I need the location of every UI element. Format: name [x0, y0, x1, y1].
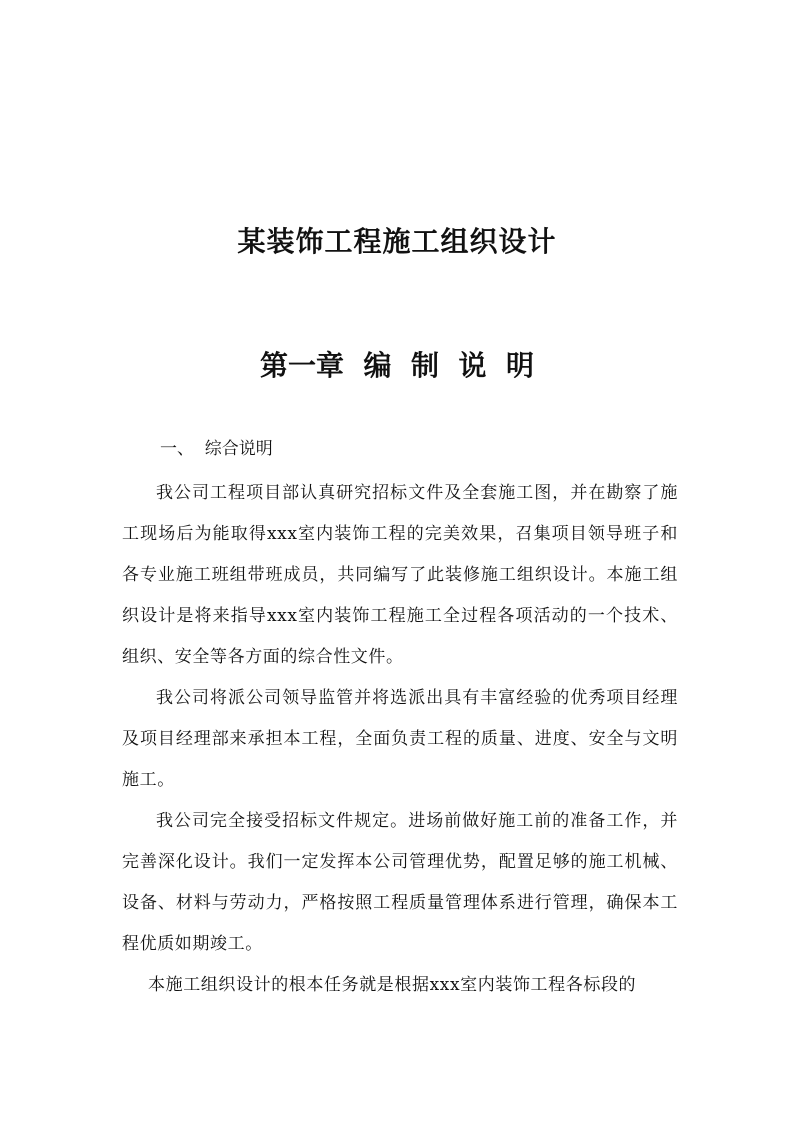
section-heading: 一、 综合说明	[160, 439, 273, 459]
paragraph: 我公司工程项目部认真研究招标文件及全套施工图，并在勘察了施工现场后为能取得xxx室内装饰工程的完美效果，召集项目领导班子和各专业施工班组带班成员，共同编写了此装修施工组织设计。本施工组织设计是将来指导xxx室内装饰工程施工全过程各项活动的一个技术、组织、安全等各方面的综合性文件。	[122, 483, 678, 667]
paragraph: 我公司完全接受招标文件规定。进场前做好施工前的准备工作，并完善深化设计。我们一定发挥本公司管理优势，配置足够的施工机械、设备、材料与劳动力，严格按照工程质量管理体系进行管理，确保本工程优质如期竣工。	[122, 811, 678, 954]
chapter-title: 第一章 编 制 说 明	[260, 349, 534, 382]
document-title: 某装饰工程施工组织设计	[237, 225, 557, 258]
paragraph: 我公司将派公司领导监管并将选派出具有丰富经验的优秀项目经理及项目经理部来承担本工程，全面负责工程的质量、进度、安全与文明施工。	[122, 688, 678, 790]
paragraph: 本施工组织设计的根本任务就是根据xxx室内装饰工程各标段的	[148, 975, 637, 995]
